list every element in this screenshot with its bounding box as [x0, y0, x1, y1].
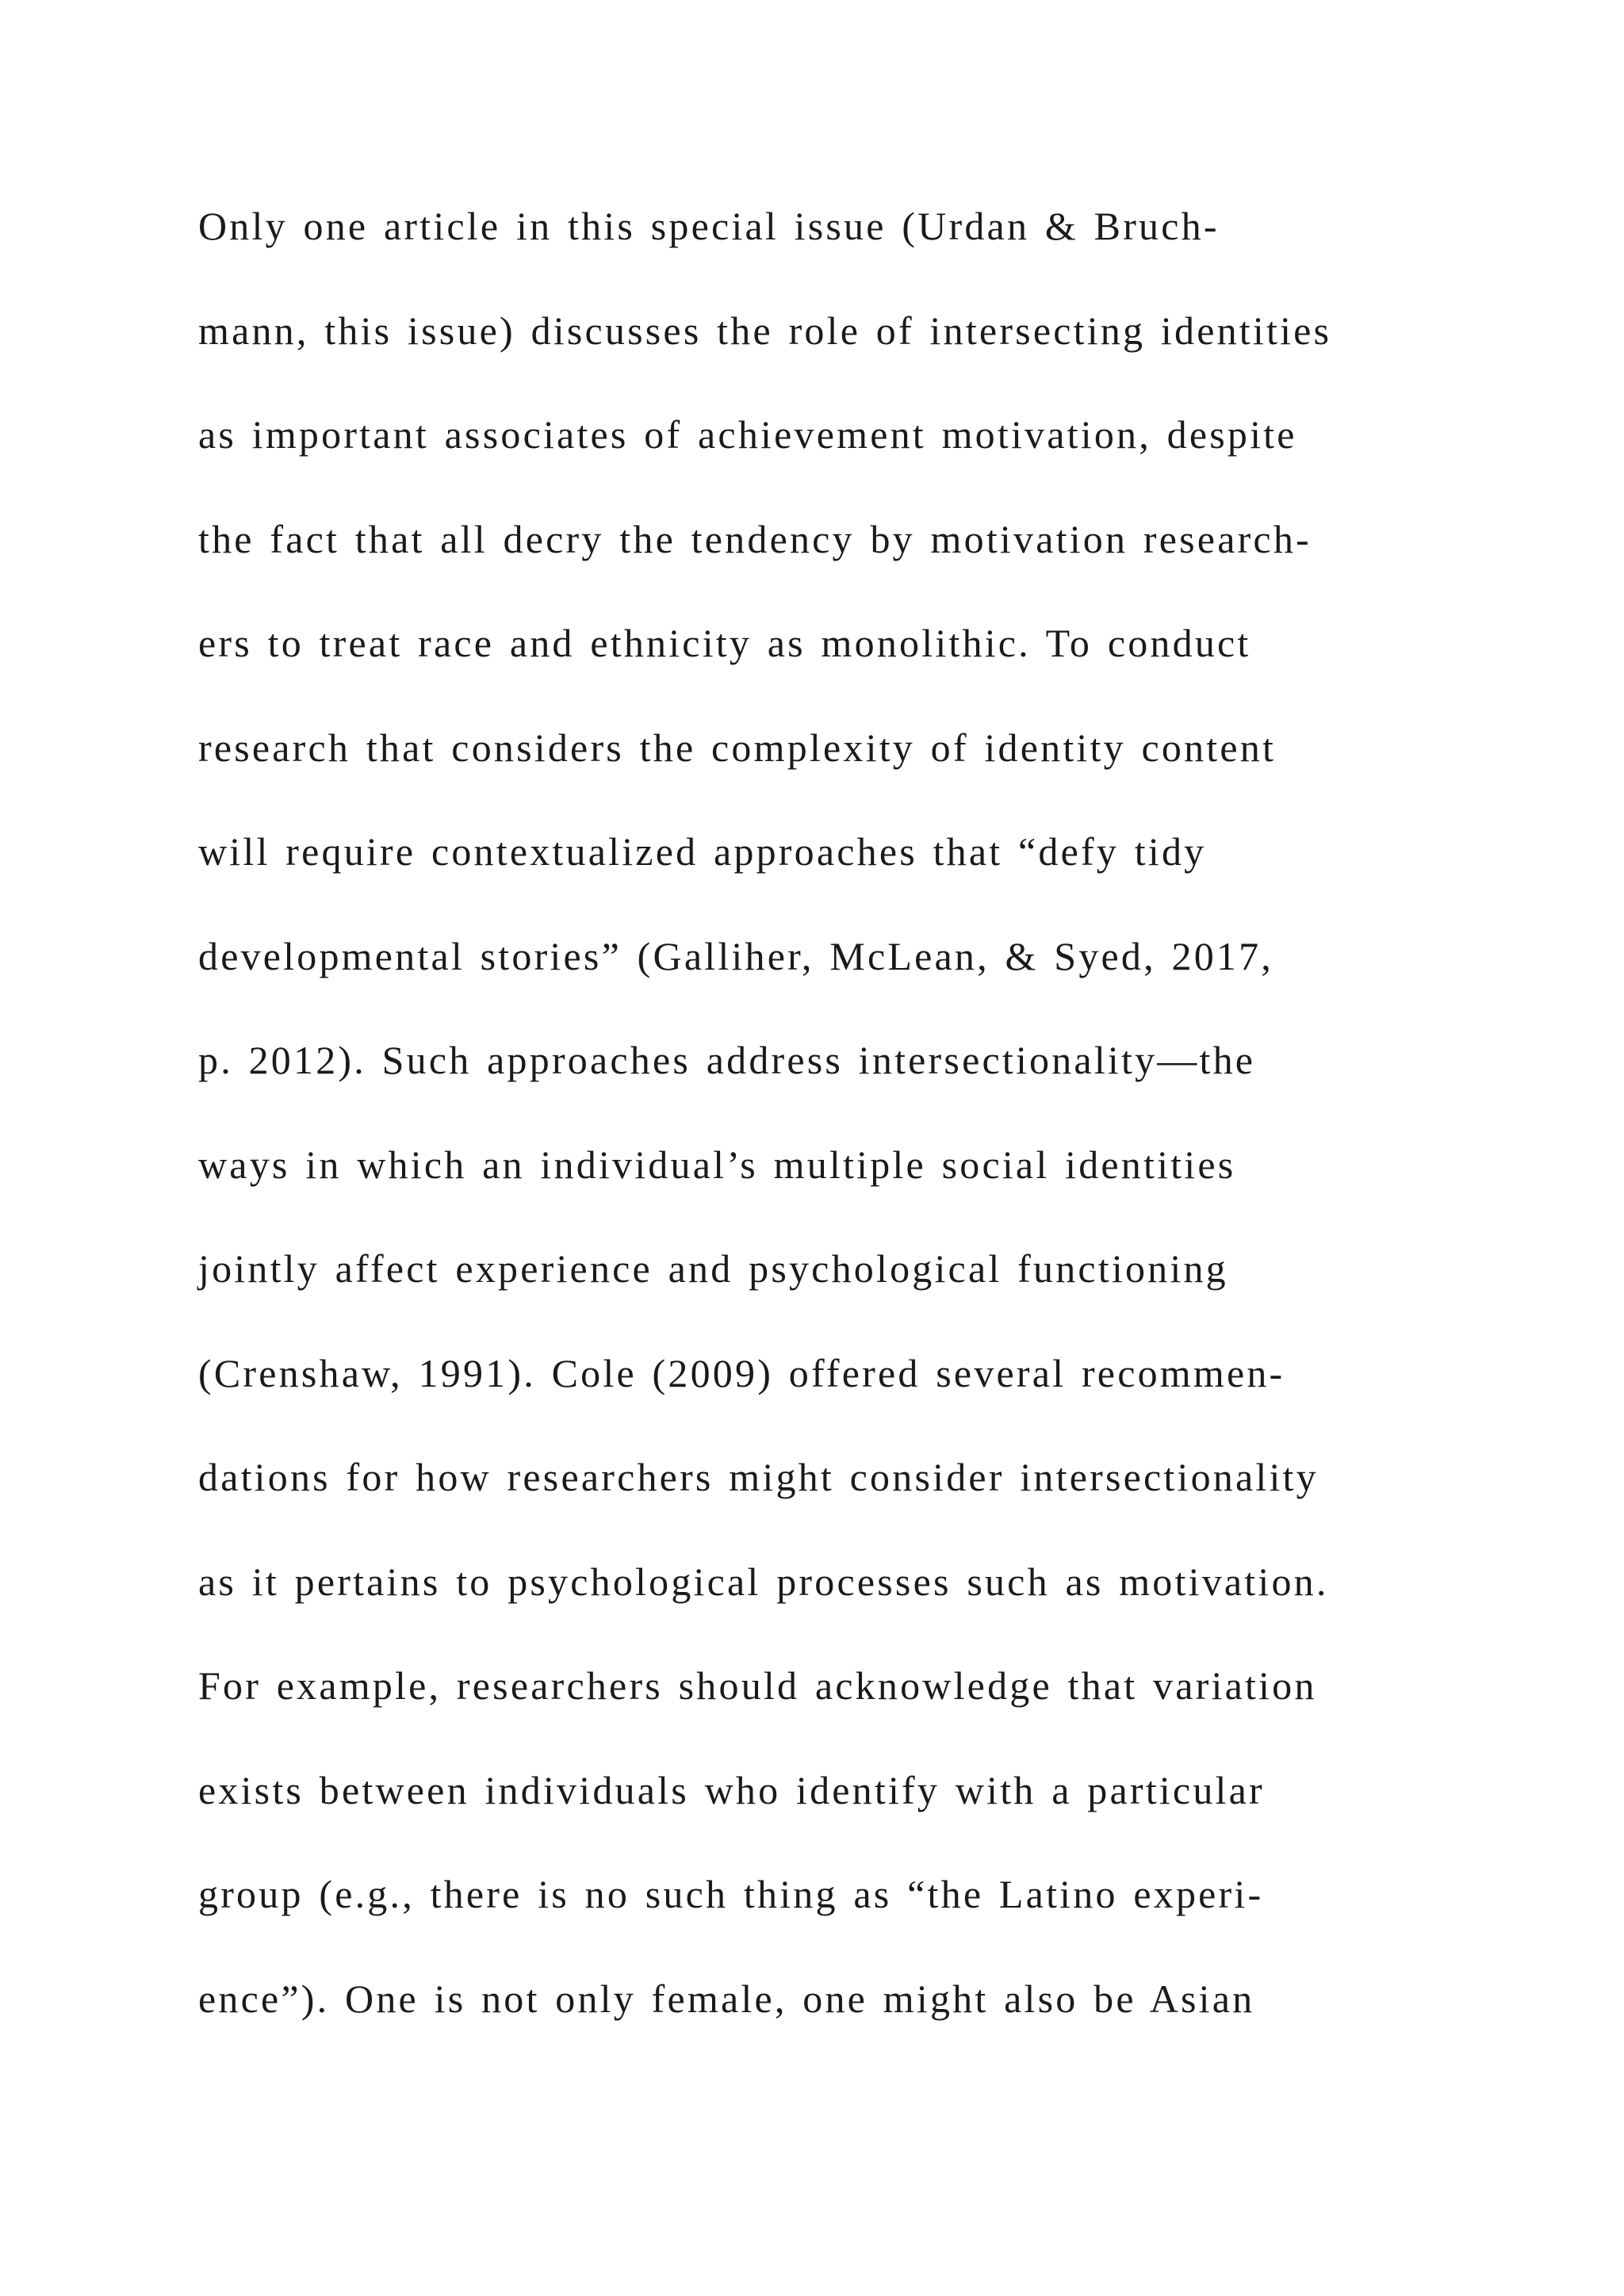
paragraph-line: research that considers the complexity of identity content: [198, 725, 1277, 770]
paragraph-line: (Crenshaw, 1991). Cole (2009) offered several recommen-: [198, 1350, 1285, 1395]
paragraph-line: will require contextualized approaches that “defy tidy: [198, 829, 1207, 874]
paragraph-line: developmental stories” (Galliher, McLean, & Syed, 2017,: [198, 933, 1274, 978]
paragraph-line: ways in which an individual’s multiple social identities: [198, 1142, 1236, 1187]
paragraph-line: dations for how researchers might consider intersectionality: [198, 1455, 1319, 1499]
paragraph-line: exists between individuals who identify with a particular: [198, 1767, 1265, 1812]
paragraph-line: as it pertains to psychological processes such as motivation.: [198, 1559, 1329, 1604]
paragraph-line: ers to treat race and ethnicity as monolithic. To conduct: [198, 621, 1251, 665]
paragraph-line: jointly affect experience and psychological functioning: [198, 1246, 1228, 1291]
paragraph-line: For example, researchers should acknowledge that variation: [198, 1663, 1317, 1708]
paragraph-line: group (e.g., there is no such thing as “the Latino experi-: [198, 1872, 1264, 1916]
paragraph-line: mann, this issue) discusses the role of intersecting identities: [198, 308, 1332, 353]
body-paragraph: [198, 174, 1435, 2051]
paragraph-line: Only one article in this special issue (Urdan & Bruch-: [198, 204, 1220, 248]
paragraph-line: as important associates of achievement motivation, despite: [198, 412, 1297, 457]
paragraph-line: p. 2012). Such approaches address intersectionality—the: [198, 1038, 1256, 1082]
paragraph-line: the fact that all decry the tendency by motivation research-: [198, 516, 1312, 561]
paragraph-line: ence”). One is not only female, one might also be Asian: [198, 1976, 1255, 2021]
